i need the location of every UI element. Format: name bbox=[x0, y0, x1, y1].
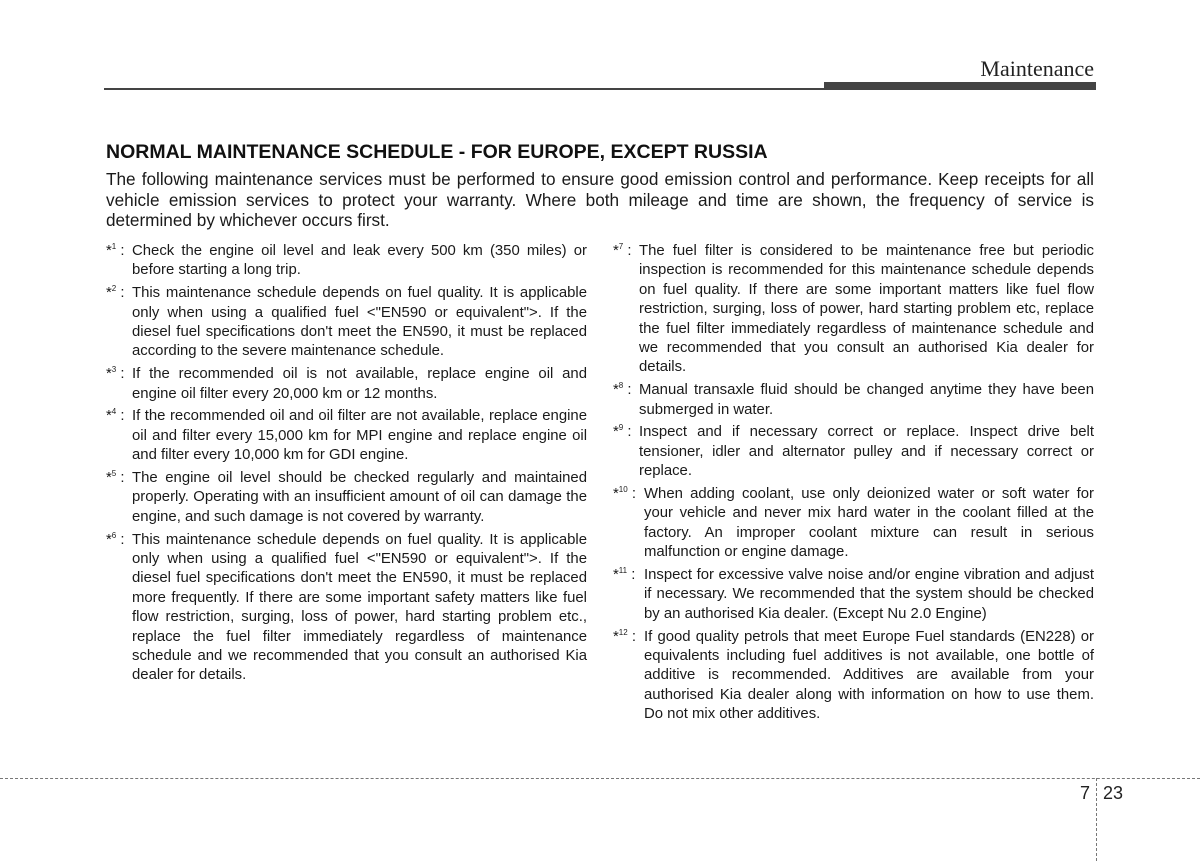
footnote-text: If the recommended oil and oil filter are not available, replace engine oil and filter every 15,000 km for MPI engine and replace engine oil and filter every 10,000 km for GDI engine. bbox=[132, 408, 587, 464]
footnote-marker: *$^9$ : bbox=[613, 423, 632, 441]
footnote-text: Inspect and if necessary correct or replace. Inspect drive belt tensioner, idler and alternator pulley and if necessary correct or replace. bbox=[639, 424, 1094, 480]
footnote-2 bbox=[106, 284, 587, 362]
footnote-text: Check the engine oil level and leak every 500 km (350 miles) or before starting a long trip. bbox=[132, 243, 587, 279]
footnote-6 bbox=[106, 531, 587, 686]
section-header: Maintenance bbox=[980, 56, 1094, 81]
footnote-3 bbox=[106, 365, 587, 404]
footnote-text: The engine oil level should be checked regularly and maintained properly. Operating with an insufficient amount of oil can damage the engine, and such damage is not covered by warranty. bbox=[132, 470, 587, 525]
notes-column-left bbox=[106, 242, 587, 689]
footnote-text: This maintenance schedule depends on fuel quality. It is applicable only when using a qualified fuel <"EN590 or equivalent">. If the diesel fuel specifications don't meet the EN590, it must be replaced more frequently. If there are some important safety matters like fuel flow restriction, surging, loss of power, hard starting problem etc., replace the fuel filter immediately regardless of maintenance schedule and we recommended that you consult an authorised Kia dealer for details. bbox=[132, 531, 587, 684]
header-rule-accent bbox=[824, 82, 1096, 90]
footnote-1 bbox=[106, 242, 587, 281]
footnote-text: The fuel filter is considered to be maintenance free but periodic inspection is recommended for this maintenance schedule depends on fuel quality. If there are some important matters like fuel flow restriction, surging, loss of power, hard starting problem etc, replace the fuel filter immediately regardless of maintenance schedule and we recommended that you consult an authorised Kia dealer for details. bbox=[639, 243, 1094, 376]
page-title: NORMAL MAINTENANCE SCHEDULE - FOR EUROPE, EXCEPT RUSSIA bbox=[106, 141, 768, 163]
footnote-marker: *$^3$ : bbox=[106, 365, 125, 383]
footer-page-divider bbox=[1096, 778, 1097, 861]
footnote-marker: *$^{10}$ : bbox=[613, 485, 636, 503]
footnote-text: Manual transaxle fluid should be changed anytime they have been submerged in water. bbox=[639, 382, 1094, 418]
footnote-7 bbox=[613, 242, 1094, 378]
footnote-9 bbox=[613, 423, 1094, 481]
footnote-marker: *$^5$ : bbox=[106, 469, 125, 487]
footnote-marker: *$^{12}$ : bbox=[613, 627, 636, 645]
footnote-text: This maintenance schedule depends on fuel quality. It is applicable only when using a qualified fuel <"EN590 or equivalent">. If the diesel fuel specifications don't meet the EN590, it must be replaced according to the severe maintenance schedule. bbox=[132, 285, 587, 360]
footnote-5 bbox=[106, 469, 587, 527]
footnote-marker: *$^{11}$ : bbox=[613, 566, 636, 584]
chapter-number: 7 bbox=[1080, 783, 1091, 803]
footnote-10 bbox=[613, 485, 1094, 563]
footnote-text: When adding coolant, use only deionized water or soft water for your vehicle and never mix hard water in the coolant filled at the factory. An improper coolant mixture can result in serious malfunction or engine damage. bbox=[644, 486, 1094, 561]
footnote-marker: *$^1$ : bbox=[106, 242, 125, 259]
footnote-text: If the recommended oil is not available, replace engine oil and engine oil filter every 20,000 km or 12 months. bbox=[132, 366, 587, 402]
footnote-text: If good quality petrols that meet Europe Fuel standards (EN228) or equivalents including fuel additives is not available, one bottle of additive is recommended. Additives are available from your authorised Kia dealer along with information on how to use them. Do not mix other additives. bbox=[644, 628, 1094, 723]
footnote-text: Inspect for excessive valve noise and/or engine vibration and adjust if necessary. We recommended that the system should be checked by an authorised Kia dealer. (Except Nu 2.0 Engine) bbox=[644, 567, 1094, 622]
footnote-marker: *$^4$ : bbox=[106, 407, 125, 425]
notes-column-right bbox=[613, 242, 1094, 728]
footnote-4 bbox=[106, 407, 587, 465]
intro-paragraph: The following maintenance services must be performed to ensure good emission control and performance. Keep receipts for all vehicle emission services to protect your warranty. Where both mileage and time are shown, the frequency of service is determined by whichever occurs first. bbox=[106, 169, 1094, 230]
footnote-marker: *$^6$ : bbox=[106, 530, 125, 548]
footnote-12 bbox=[613, 628, 1094, 725]
footnote-8 bbox=[613, 381, 1094, 420]
footnote-marker: *$^2$ : bbox=[106, 284, 125, 302]
footnote-11 bbox=[613, 566, 1094, 624]
footnote-marker: *$^8$ : bbox=[613, 381, 632, 399]
footer-divider bbox=[0, 778, 1200, 779]
page-number: 23 bbox=[1103, 783, 1124, 803]
footnote-marker: *$^7$ : bbox=[613, 242, 632, 259]
